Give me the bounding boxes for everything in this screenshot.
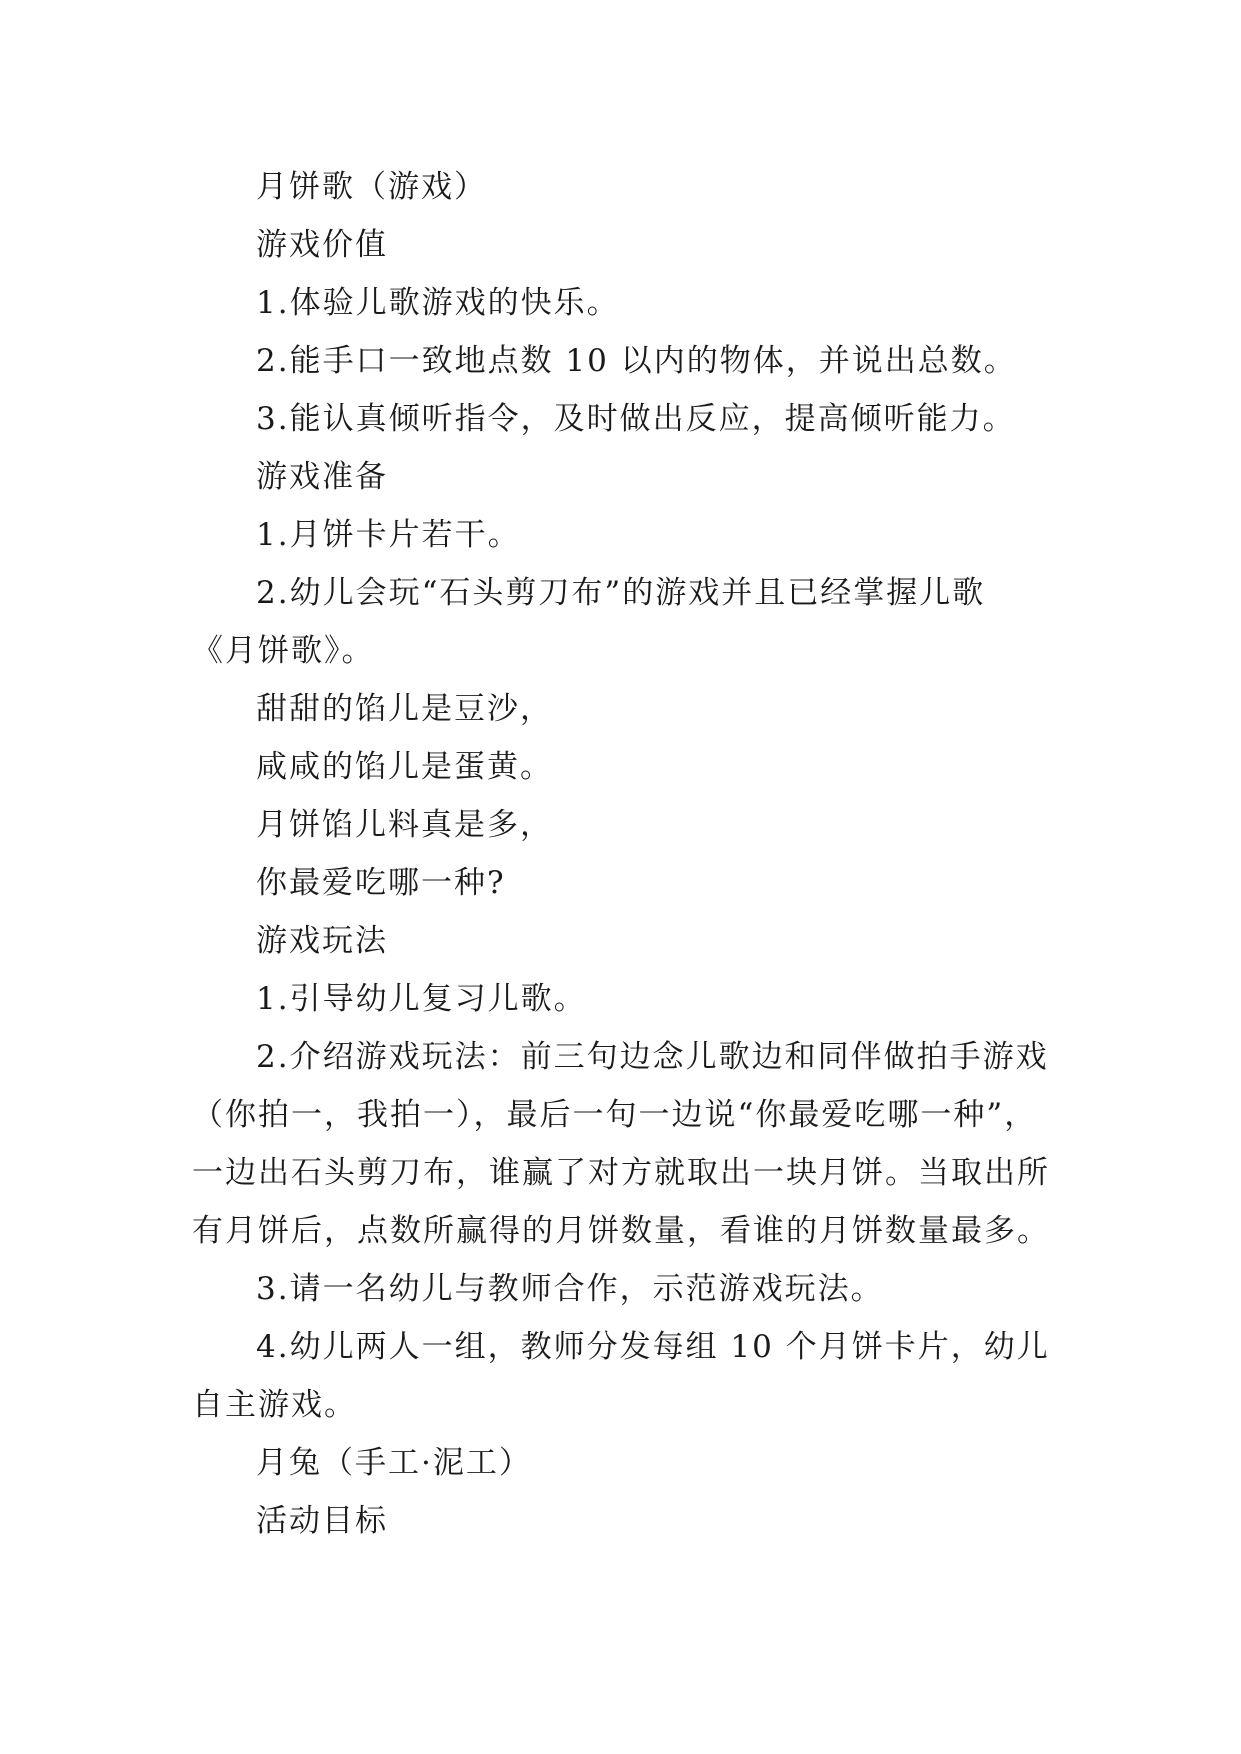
paragraph: 1.引导幼儿复习儿歌。: [256, 981, 587, 1017]
paragraph: 3.能认真倾听指令，及时做出反应，提高倾听能力。: [256, 401, 1016, 437]
song-verse-line: 咸咸的馅儿是蛋黄。: [256, 749, 553, 785]
paragraph: 4.幼儿两人一组，教师分发每组 10 个月饼卡片，幼儿: [256, 1329, 1050, 1365]
song-verse-line: 月饼馅儿料真是多，: [256, 807, 553, 843]
paragraph-continuation: 自主游戏。: [192, 1387, 357, 1423]
paragraph-continuation: 一边出石头剪刀布，谁赢了对方就取出一块月饼。当取出所: [192, 1155, 1050, 1191]
song-verse-line: 甜甜的馅儿是豆沙，: [256, 691, 553, 727]
paragraph-continuation: （你拍一，我拍一），最后一句一边说“你最爱吃哪一种”，: [192, 1097, 1038, 1133]
paragraph: 1.体验儿歌游戏的快乐。: [256, 285, 620, 321]
section-title-mooncake-song: 月饼歌（游戏）: [256, 169, 487, 205]
heading-game-play: 游戏玩法: [256, 923, 388, 959]
paragraph: 3.请一名幼儿与教师合作，示范游戏玩法。: [256, 1271, 884, 1307]
heading-activity-goals: 活动目标: [256, 1503, 388, 1539]
paragraph: 1.月饼卡片若干。: [256, 517, 521, 553]
paragraph-continuation: 有月饼后，点数所赢得的月饼数量，看谁的月饼数量最多。: [192, 1213, 1050, 1249]
heading-game-value: 游戏价值: [256, 227, 388, 263]
document-body: [192, 158, 1072, 1550]
paragraph-continuation: 《月饼歌》。: [192, 633, 375, 669]
heading-game-preparation: 游戏准备: [256, 459, 388, 495]
section-title-moon-rabbit: 月兔（手工·泥工）: [256, 1445, 532, 1481]
paragraph: 2.介绍游戏玩法：前三句边念儿歌边和同伴做拍手游戏: [256, 1039, 1049, 1075]
paragraph: 2.幼儿会玩“石头剪刀布”的游戏并且已经掌握儿歌: [256, 575, 986, 611]
song-verse-line: 你最爱吃哪一种?: [256, 865, 506, 901]
paragraph: 2.能手口一致地点数 10 以内的物体，并说出总数。: [256, 343, 1017, 379]
